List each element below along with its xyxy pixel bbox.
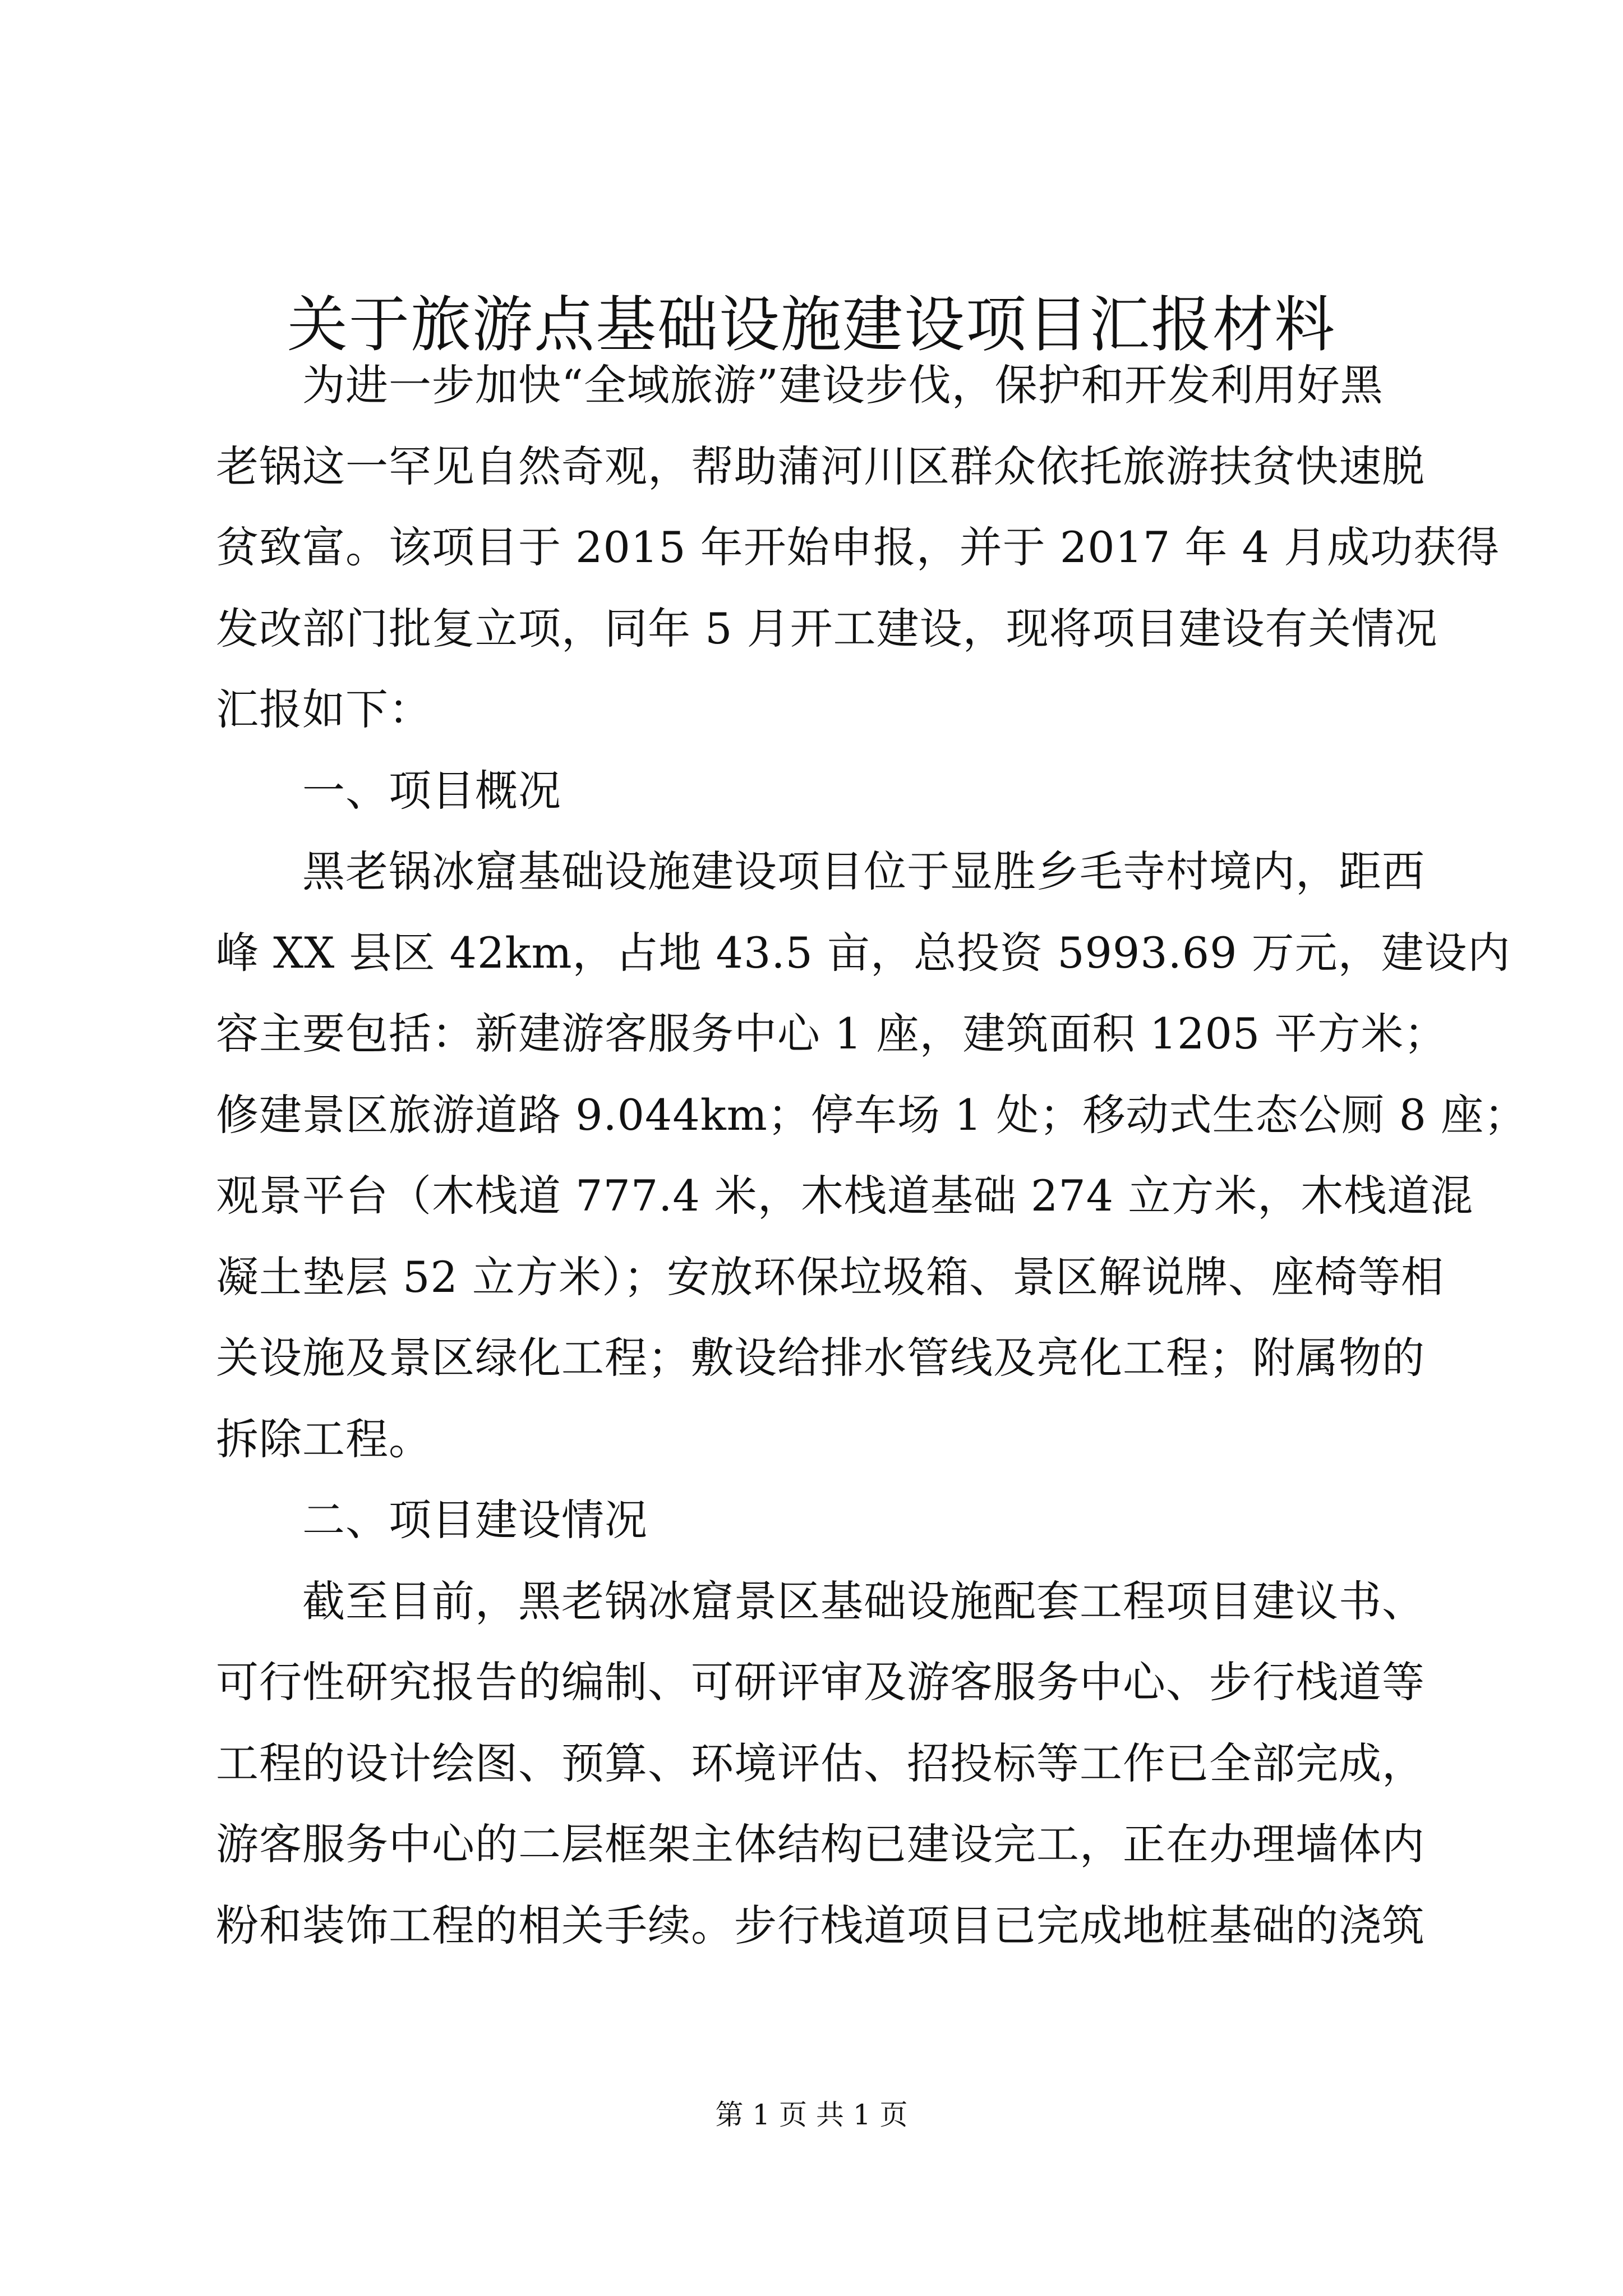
paragraph-line: 工程的设计绘图、预算、环境评估、招投标等工作已全部完成， [216, 1738, 1425, 1788]
paragraph-line: 粉和装饰工程的相关手续。步行栈道项目已完成地桩基础的浇筑 [216, 1900, 1425, 1950]
paragraph-line: 拆除工程。 [216, 1414, 432, 1464]
paragraph-line: 汇报如下： [216, 684, 432, 734]
paragraph-line: 容主要包括：新建游客服务中心 1 座，建筑面积 1205 平方米； [216, 1009, 1447, 1059]
paragraph-line: 凝土垫层 52 立方米）；安放环保垃圾箱、景区解说牌、座椅等相 [216, 1251, 1445, 1302]
section-heading: 一、项目概况 [302, 765, 561, 816]
document-body [216, 345, 1528, 1966]
paragraph-line: 老锅这一罕见自然奇观，帮助蒲河川区群众依托旅游扶贫快速脱 [216, 441, 1425, 491]
document-title: 关于旅游点基础设施建设项目汇报材料 [287, 290, 1336, 360]
paragraph-line: 发改部门批复立项，同年 5 月开工建设，现将项目建设有关情况 [216, 603, 1438, 654]
paragraph-line: 修建景区旅游道路 9.044km；停车场 1 处；移动式生态公厕 8 座； [216, 1089, 1528, 1140]
paragraph-line: 游客服务中心的二层框架主体结构已建设完工，正在办理墙体内 [216, 1819, 1425, 1869]
paragraph-line: 可行性研究报告的编制、可研评审及游客服务中心、步行栈道等 [216, 1657, 1425, 1707]
paragraph-line: 黑老锅冰窟基础设施建设项目位于显胜乡毛寺村境内，距西 [302, 846, 1425, 896]
paragraph-line: 截至目前，黑老锅冰窟景区基础设施配套工程项目建议书、 [302, 1576, 1425, 1626]
paragraph-line: 关设施及景区绿化工程；敷设给排水管线及亮化工程；附属物的 [216, 1333, 1425, 1383]
paragraph-line: 为进一步加快“全域旅游”建设步伐，保护和开发利用好黑 [302, 360, 1384, 410]
paragraph-line: 贫致富。该项目于 2015 年开始申报，并于 2017 年 4 月成功获得 [216, 522, 1500, 572]
paragraph-line: 观景平台（木栈道 777.4 米，木栈道基础 274 立方米，木栈道混 [216, 1171, 1474, 1221]
page-footer: 第 1 页 共 1 页 [715, 2099, 908, 2131]
paragraph-line: 峰 XX 县区 42km，占地 43.5 亩，总投资 5993.69 万元，建设内 [216, 927, 1511, 978]
section-heading: 二、项目建设情况 [302, 1495, 648, 1545]
